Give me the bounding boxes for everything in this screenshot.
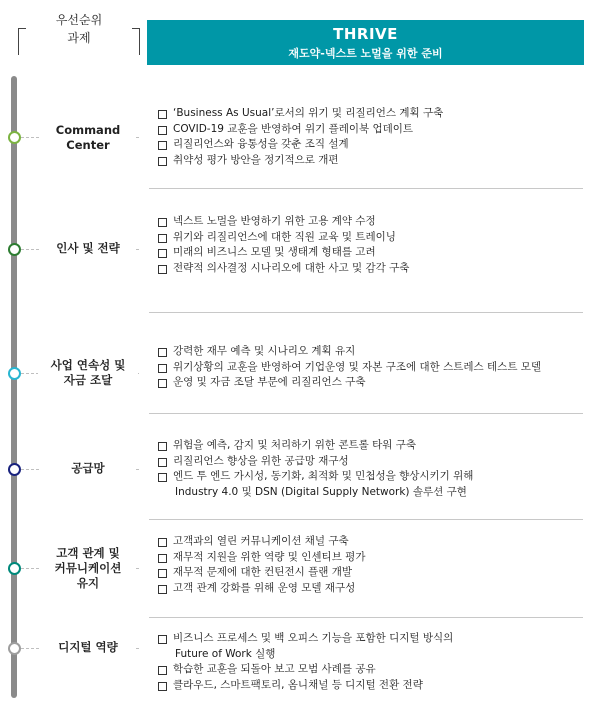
item-text: Future of Work 실행 bbox=[175, 647, 276, 660]
checkbox-icon bbox=[158, 265, 167, 274]
priority-label-line1: 우선순위 bbox=[55, 13, 103, 27]
list-item bbox=[157, 581, 587, 597]
section-divider bbox=[149, 188, 583, 189]
checkbox-icon bbox=[158, 249, 167, 258]
item-text: 운영 및 자금 조달 부문에 리질리언스 구축 bbox=[173, 376, 366, 388]
item-text: 위기상황의 교훈을 반영하여 기업운영 및 자본 구조에 대한 스트레스 테스트 모델 bbox=[173, 360, 542, 373]
category-title-line: 디지털 역량 bbox=[58, 640, 118, 654]
timeline-node-customer-relations bbox=[8, 562, 21, 575]
checkbox-icon bbox=[158, 538, 167, 547]
list-item bbox=[157, 360, 587, 376]
items-supply-chain bbox=[157, 438, 587, 500]
items-people-strategy bbox=[157, 214, 587, 276]
list-item bbox=[157, 137, 587, 153]
item-text: 비즈니스 프로세스 및 백 오피스 기능을 포함한 디지털 방식의 bbox=[173, 632, 454, 644]
section-divider bbox=[149, 413, 583, 414]
checkbox-icon bbox=[158, 110, 167, 119]
checkbox-icon bbox=[158, 569, 167, 578]
item-text: 넥스트 노멀을 반영하기 위한 고용 계약 수정 bbox=[173, 215, 376, 227]
checkbox-icon bbox=[158, 348, 167, 357]
list-item bbox=[157, 662, 587, 678]
list-item bbox=[157, 261, 587, 277]
item-text: ‘Business As Usual’로서의 위기 및 리질리언스 계획 구축 bbox=[173, 107, 444, 119]
category-people-strategy bbox=[40, 241, 136, 256]
item-text: 위기와 리질리언스에 대한 직원 교육 및 트레이닝 bbox=[173, 230, 396, 243]
item-text: Industry 4.0 및 DSN (Digital Supply Network) 솔루션 구현 bbox=[175, 485, 467, 498]
checkbox-icon bbox=[158, 157, 167, 166]
item-text: 미래의 비즈니스 모델 및 생태계 형태를 고려 bbox=[173, 246, 376, 258]
priority-label bbox=[18, 8, 140, 56]
item-text: 고객 관계 강화를 위해 운영 모델 재구성 bbox=[173, 581, 356, 594]
list-item bbox=[157, 534, 587, 550]
category-title-line: 자금 조달 bbox=[63, 373, 113, 387]
thrive-banner bbox=[147, 20, 584, 65]
timeline-node-people-strategy bbox=[8, 243, 21, 256]
timeline-node-business-continuity bbox=[8, 367, 21, 380]
item-text: COVID-19 교훈을 반영하여 위기 플레이북 업데이트 bbox=[173, 122, 414, 135]
category-title-line: Command bbox=[55, 123, 121, 137]
list-item bbox=[157, 153, 587, 169]
checkbox-icon bbox=[158, 442, 167, 451]
checkbox-icon bbox=[158, 585, 167, 594]
category-digital-capability bbox=[40, 640, 136, 655]
category-title-line: 고객 관계 및 bbox=[56, 546, 120, 560]
category-command-center bbox=[40, 123, 136, 153]
checkbox-icon bbox=[158, 666, 167, 675]
timeline-node-supply-chain bbox=[8, 463, 21, 476]
checkbox-icon bbox=[158, 473, 167, 482]
section-divider bbox=[149, 519, 583, 520]
list-item bbox=[157, 122, 587, 138]
item-text: 엔드 투 엔드 가시성, 동기화, 최적화 및 민첩성을 향상시키기 위해 bbox=[173, 470, 474, 482]
list-item bbox=[157, 565, 587, 581]
list-item bbox=[157, 454, 587, 470]
section-divider bbox=[149, 312, 583, 313]
category-customer-relations bbox=[40, 546, 136, 591]
list-item bbox=[157, 245, 587, 261]
list-item bbox=[157, 214, 587, 230]
list-item bbox=[157, 550, 587, 566]
list-item-continuation bbox=[157, 485, 587, 501]
checkbox-icon bbox=[158, 554, 167, 563]
checkbox-icon bbox=[158, 126, 167, 135]
items-customer-relations bbox=[157, 534, 587, 596]
checkbox-icon bbox=[158, 141, 167, 150]
category-title-line: 사업 연속성 및 bbox=[50, 358, 126, 372]
checkbox-icon bbox=[158, 682, 167, 691]
checkbox-icon bbox=[158, 379, 167, 388]
checkbox-icon bbox=[158, 234, 167, 243]
category-title-line: 인사 및 전략 bbox=[56, 241, 120, 255]
item-text: 취약성 평가 방안을 정기적으로 개편 bbox=[173, 153, 339, 166]
items-business-continuity bbox=[157, 344, 587, 391]
checkbox-icon bbox=[158, 458, 167, 467]
items-digital-capability bbox=[157, 631, 587, 693]
priority-label-line2: 과제 bbox=[67, 31, 91, 45]
list-item bbox=[157, 344, 587, 360]
item-text: 재무적 지원을 위한 역량 및 인센티브 평가 bbox=[173, 550, 366, 563]
item-text: 클라우드, 스마트팩토리, 옴니채널 등 디지털 전환 전략 bbox=[173, 678, 423, 691]
item-text: 위험을 예측, 감지 및 처리하기 위한 콘트롤 타워 구축 bbox=[173, 439, 417, 451]
category-title-line: 공급망 bbox=[71, 461, 105, 475]
list-item bbox=[157, 678, 587, 694]
timeline-bar bbox=[11, 76, 17, 698]
category-title-line: 커뮤니케이션 bbox=[54, 561, 122, 575]
items-command-center bbox=[157, 106, 587, 168]
list-item-continuation bbox=[157, 647, 587, 663]
checkbox-icon bbox=[158, 218, 167, 227]
list-item bbox=[157, 469, 587, 485]
category-title-line: 유지 bbox=[76, 576, 100, 590]
checkbox-icon bbox=[158, 364, 167, 373]
category-title-line: Center bbox=[66, 138, 110, 152]
list-item bbox=[157, 230, 587, 246]
timeline-node-digital-capability bbox=[8, 642, 21, 655]
checkbox-icon bbox=[158, 635, 167, 644]
item-text: 재무적 문제에 대한 컨틴전시 플랜 개발 bbox=[173, 566, 352, 578]
list-item bbox=[157, 631, 587, 647]
list-item bbox=[157, 438, 587, 454]
item-text: 강력한 재무 예측 및 시나리오 계획 유지 bbox=[173, 345, 356, 357]
item-text: 전략적 의사결정 시나리오에 대한 사고 및 감각 구축 bbox=[173, 261, 410, 274]
item-text: 고객과의 열린 커뮤니케이션 채널 구축 bbox=[173, 535, 349, 547]
banner-title: THRIVE bbox=[333, 25, 398, 43]
item-text: 리질리언스 향상을 위한 공급망 재구성 bbox=[173, 454, 349, 467]
section-divider bbox=[149, 617, 583, 618]
category-supply-chain bbox=[40, 461, 136, 476]
item-text: 리질리언스와 융통성을 갖춘 조직 설계 bbox=[173, 138, 349, 150]
list-item bbox=[157, 375, 587, 391]
timeline-node-command-center bbox=[8, 131, 21, 144]
category-business-continuity bbox=[38, 358, 138, 388]
banner-subtitle: 재도약-넥스트 노멀을 위한 준비 bbox=[288, 47, 443, 60]
list-item bbox=[157, 106, 587, 122]
item-text: 학습한 교훈을 되돌아 보고 모범 사례를 공유 bbox=[173, 663, 376, 675]
